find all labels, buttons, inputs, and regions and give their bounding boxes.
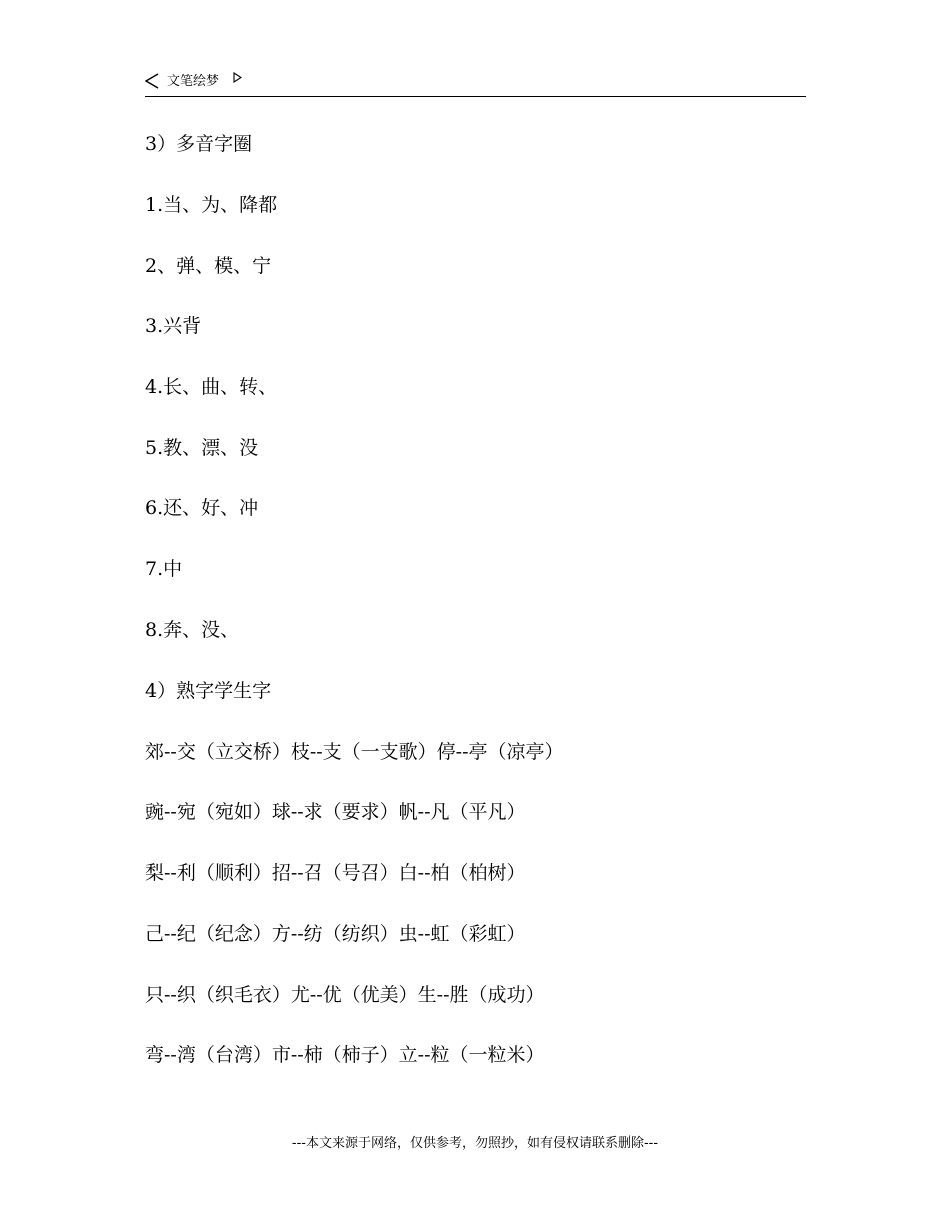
polyphonic-line: 5.教、漂、没 [145, 437, 259, 459]
polyphonic-line: 7.中 [145, 558, 183, 580]
polyphonic-line: 1.当、为、降都 [145, 194, 278, 216]
footer-disclaimer: ---本文来源于网络，仅供参考，勿照抄，如有侵权请联系删除--- [291, 1136, 659, 1151]
character-pair-line: 只--织（织毛衣）尤--优（优美）生--胜（成功） [145, 984, 545, 1006]
character-pair-line: 梨--利（顺利）招--召（号召）白--柏（柏树） [145, 862, 526, 884]
page-header [145, 70, 806, 97]
character-pair-line: 己--纪（纪念）方--纺（纺织）虫--虹（彩虹） [145, 923, 526, 945]
character-pair-line: 弯--湾（台湾）市--柿（柿子）立--粒（一粒米） [145, 1044, 545, 1066]
polyphonic-line: 6.还、好、冲 [145, 497, 259, 519]
character-pair-line: 郊--交（立交桥）枝--支（一支歌）停--亭（凉亭） [145, 741, 564, 763]
right-triangle-icon [233, 72, 242, 83]
section-heading-familiar-characters: 4）熟字学生字 [145, 680, 272, 702]
polyphonic-line: 4.长、曲、转、 [145, 376, 278, 398]
left-triangle-icon [145, 73, 159, 89]
header-title: 文笔绘梦 [167, 74, 220, 89]
polyphonic-line: 3.兴背 [145, 315, 202, 337]
character-pair-line: 豌--宛（宛如）球--求（要求）帆--凡（平凡） [145, 801, 526, 823]
section-heading-polyphonic: 3）多音字圈 [145, 133, 253, 155]
polyphonic-line: 2、弹、模、宁 [145, 255, 272, 277]
polyphonic-line: 8.奔、没、 [145, 619, 240, 641]
